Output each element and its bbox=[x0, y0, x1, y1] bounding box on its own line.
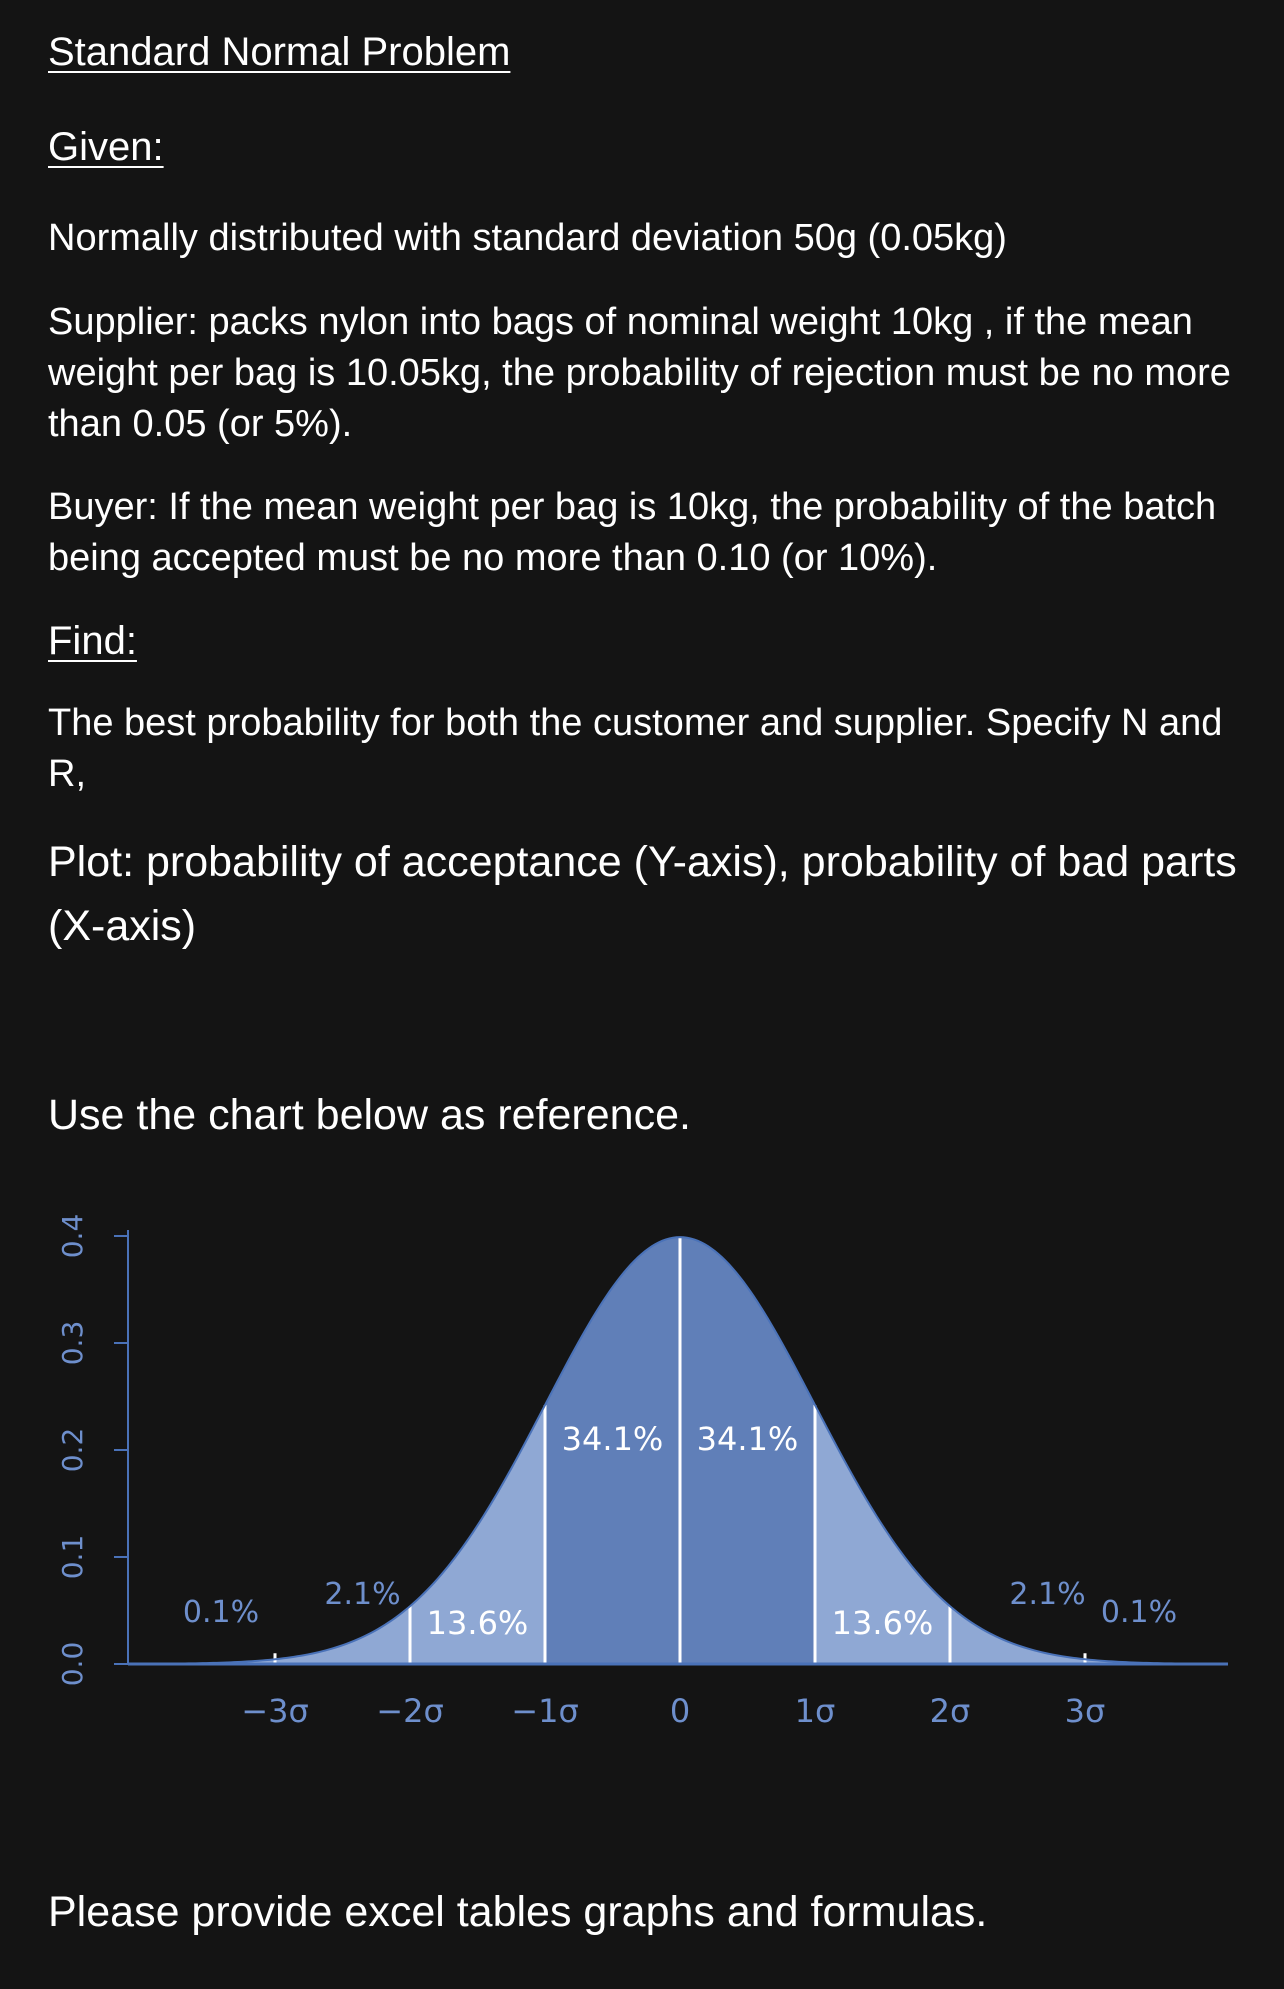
closing-request: Please provide excel tables graphs and formulas. bbox=[48, 1888, 988, 1936]
plot-instruction: Plot: probability of acceptance (Y-axis), probability of bad parts (X-axis) bbox=[48, 838, 1237, 950]
x-tick-label-5: 2σ bbox=[929, 1692, 971, 1730]
region-label-3: 13.6% bbox=[426, 1604, 529, 1642]
x-tick-label-1: −2σ bbox=[376, 1692, 444, 1730]
y-tick-label-2: 0.2 bbox=[56, 1427, 89, 1473]
region-label-6: 13.6% bbox=[831, 1604, 934, 1642]
region-label-8: 0.1% bbox=[1100, 1595, 1178, 1630]
region-area-7 bbox=[950, 1606, 1085, 1664]
region-area-2 bbox=[275, 1606, 410, 1664]
region-label-1: 0.1% bbox=[182, 1595, 260, 1630]
find-statement: The best probability for both the customer and supplier. Specify N and R, bbox=[48, 702, 1223, 795]
page-title: Standard Normal Problem bbox=[48, 30, 511, 74]
x-tick-label-0: −3σ bbox=[241, 1692, 309, 1730]
given-heading: Given: bbox=[48, 125, 164, 169]
buyer-condition: Buyer: If the mean weight per bag is 10kg, the probability of the batch being accepted must be no more than 0.10 (or 10%). bbox=[48, 486, 1217, 579]
find-heading: Find: bbox=[48, 619, 137, 663]
y-tick-label-1: 0.1 bbox=[56, 1534, 89, 1580]
y-tick-label-4: 0.4 bbox=[56, 1213, 89, 1259]
region-label-5: 34.1% bbox=[696, 1420, 799, 1458]
supplier-condition: Supplier: packs nylon into bags of nominal weight 10kg , if the mean weight per bag is 10.05kg, the probability of rejection must be no more than 0.05 (or 5%). bbox=[48, 301, 1231, 445]
x-tick-label-2: −1σ bbox=[511, 1692, 579, 1730]
y-tick-label-3: 0.3 bbox=[56, 1320, 89, 1366]
y-tick-label-0: 0.0 bbox=[56, 1641, 89, 1687]
x-tick-label-6: 3σ bbox=[1064, 1692, 1106, 1730]
normal-distribution-chart bbox=[48, 1188, 1238, 1748]
given-std-dev: Normally distributed with standard deviation 50g (0.05kg) bbox=[48, 217, 1007, 259]
x-tick-label-4: 1σ bbox=[794, 1692, 836, 1730]
region-label-4: 34.1% bbox=[561, 1420, 664, 1458]
chart-y-ticks bbox=[56, 1214, 128, 1687]
x-tick-label-3: 0 bbox=[669, 1692, 691, 1730]
chart-x-ticks bbox=[241, 1692, 1105, 1730]
region-label-7: 2.1% bbox=[1009, 1577, 1086, 1612]
reference-note: Use the chart below as reference. bbox=[48, 1091, 691, 1139]
region-label-2: 2.1% bbox=[324, 1577, 401, 1612]
